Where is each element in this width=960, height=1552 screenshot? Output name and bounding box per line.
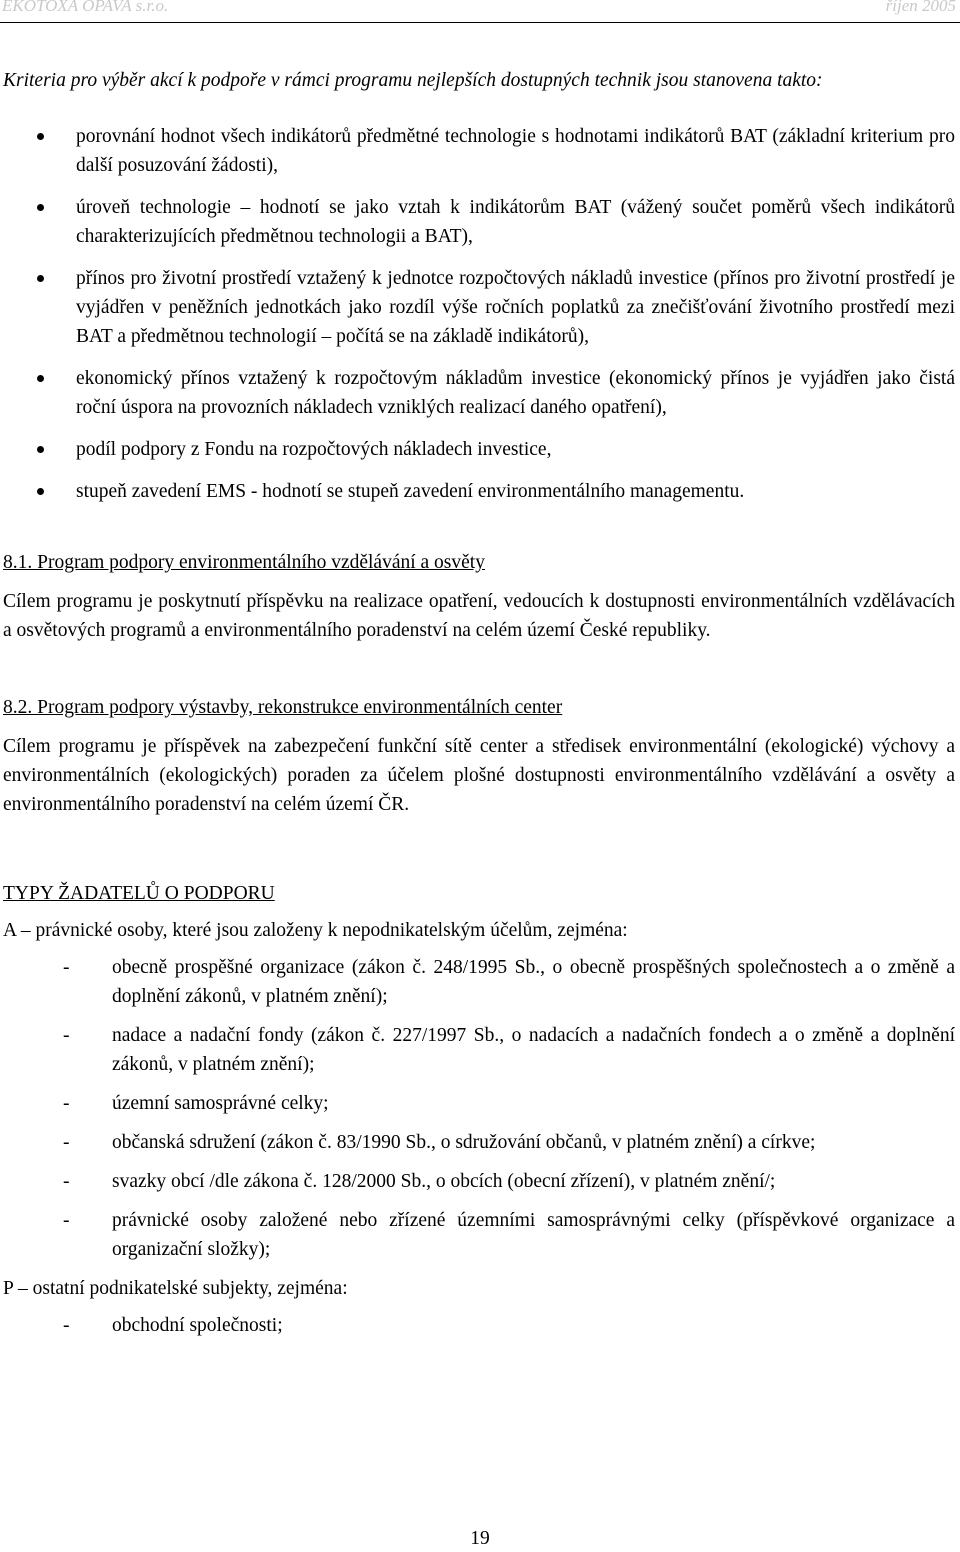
list-item: podíl podpory z Fondu na rozpočtových nákladech investice,: [3, 435, 955, 464]
section-8-2: [3, 693, 955, 819]
section-text: Cílem programu je příspěvek na zabezpečení funkční sítě center a středisek environmentální (ekologické) výchovy a environmentálních (ekologických) poraden za účelem plošné dostupnosti environmentálního vzdělávání a osvěty a environmentálního poradenství na celém území ČR.: [3, 736, 955, 815]
bullet-icon: [37, 204, 44, 211]
group-a-list: [3, 953, 955, 1264]
list-item: - svazky obcí /dle zákona č. 128/2000 Sb., o obcích (obecní zřízení), v platném znění/;: [3, 1167, 955, 1196]
list-item: - nadace a nadační fondy (zákon č. 227/1997 Sb., o nadacích a nadačních fondech a o změně a doplnění zákonů, v platném znění);: [3, 1021, 955, 1079]
page-header: [0, 0, 960, 23]
list-item: - obchodní společnosti;: [3, 1311, 955, 1340]
group-a-heading: A – právnické osoby, které jsou založeny k nepodnikatelským účelům, zejména:: [3, 920, 628, 941]
list-item: porovnání hodnot všech indikátorů předmětné technologie s hodnotami indikátorů BAT (základní kriterium pro další posuzování žádosti),: [3, 122, 955, 180]
group-p-heading: P – ostatní podnikatelské subjekty, zejména:: [3, 1278, 348, 1299]
list-item: přínos pro životní prostředí vztažený k jednotce rozpočtových nákladů investice (přínos pro životní prostředí je vyjádřen v peněžních jednotkách jako rozdíl výše ročních poplatků za znečišťování životního prostředí mezi BAT a předmětnou technologií – počítá se na základě indikátorů),: [3, 264, 955, 351]
dash-marker: -: [63, 1171, 70, 1192]
list-item: ekonomický přínos vztažený k rozpočtovým nákladům investice (ekonomický přínos je vyjádřen jako čistá roční úspora na provozních nákladech vzniklých realizací daného opatření),: [3, 364, 955, 422]
section-title: 8.2. Program podpory výstavby, rekonstrukce environmentálních center: [3, 697, 563, 718]
criteria-list: [3, 122, 955, 506]
section-title: 8.1. Program podpory environmentálního vzdělávání a osvěty: [3, 552, 485, 573]
list-item: - územní samosprávné celky;: [3, 1089, 955, 1118]
list-item: - právnické osoby založené nebo zřízené územními samosprávnými celky (příspěvkové organizace a organizační složky);: [3, 1206, 955, 1264]
bullet-icon: [37, 133, 44, 140]
criteria-intro: Kriteria pro výběr akcí k podpoře v rámci programu nejlepších dostupných technik jsou stanovena takto:: [3, 70, 823, 91]
section-text: Cílem programu je poskytnutí příspěvku na realizace opatření, vedoucích k dostupnosti environmentálních vzdělávacích a osvětových programů a environmentálního poradenství na celém území České republiky.: [3, 591, 955, 641]
list-item: úroveň technologie – hodnotí se jako vztah k indikátorům BAT (vážený součet poměrů všech indikátorů charakterizujících předmětnou technologii a BAT),: [3, 193, 955, 251]
group-p-list: [3, 1311, 955, 1340]
dash-marker: -: [63, 1132, 70, 1153]
dash-marker: -: [63, 1093, 70, 1114]
bullet-icon: [37, 375, 44, 382]
applicant-types-title: TYPY ŽADATELŮ O PODPORU: [3, 883, 275, 904]
dash-marker: -: [63, 1315, 70, 1336]
bullet-icon: [37, 446, 44, 453]
bullet-icon: [37, 275, 44, 282]
dash-marker: -: [63, 1210, 70, 1231]
dash-marker: -: [63, 1025, 70, 1046]
section-8-1: [3, 548, 955, 645]
header-date: říjen 2005: [885, 0, 956, 15]
list-item: - občanská sdružení (zákon č. 83/1990 Sb., o sdružování občanů, v platném znění) a církve;: [3, 1128, 955, 1157]
list-item: - obecně prospěšné organizace (zákon č. 248/1995 Sb., o obecně prospěšných společnostech a o změně a doplnění zákonů, v platném znění);: [3, 953, 955, 1011]
page-content: [3, 66, 955, 1350]
page-number: 19: [470, 1528, 490, 1549]
dash-marker: -: [63, 957, 70, 978]
applicant-types: [3, 879, 955, 1340]
bullet-icon: [37, 488, 44, 495]
header-company: EKOTOXA OPAVA s.r.o.: [2, 0, 169, 15]
list-item: stupeň zavedení EMS - hodnotí se stupeň zavedení environmentálního managementu.: [3, 477, 955, 506]
